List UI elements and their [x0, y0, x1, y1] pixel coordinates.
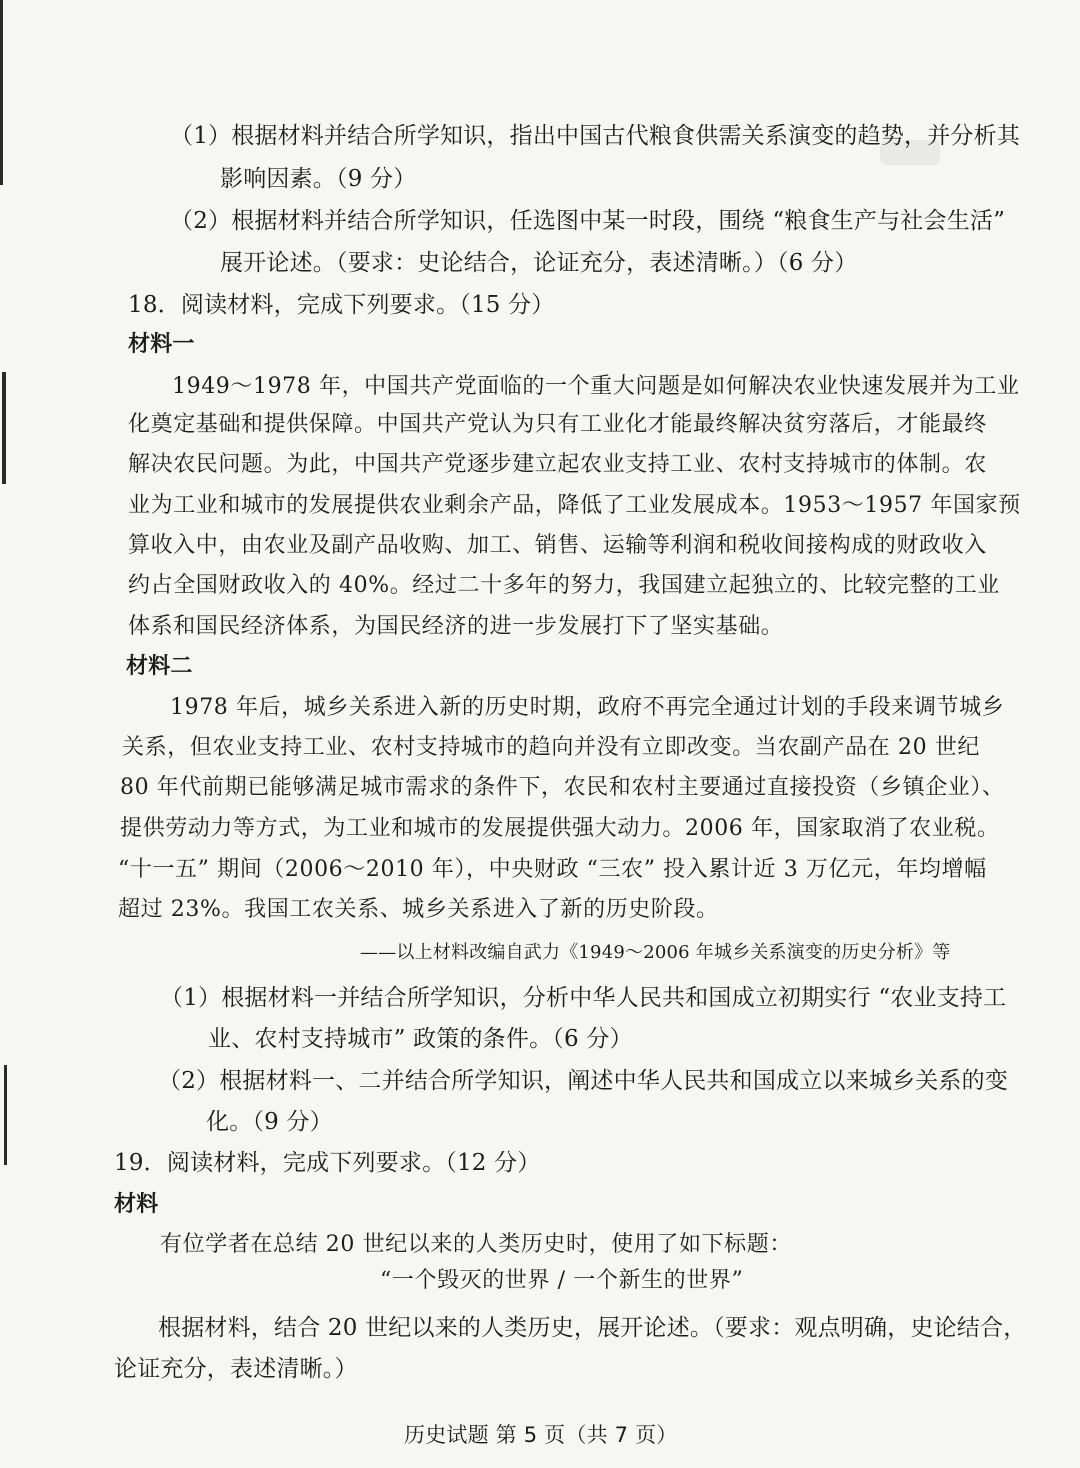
q19-quote: “一个毁灭的世界 / 一个新生的世界” [380, 1268, 744, 1293]
q19-material-line: 有位学者在总结 20 世纪以来的人类历史时，使用了如下标题： [160, 1232, 792, 1257]
q19-title: 19．阅读材料，完成下列要求。（12 分） [114, 1150, 541, 1176]
q19-task-line2: 论证充分，表述清晰。） [114, 1356, 358, 1382]
q18-sub1-line2: 业、农村支持城市” 政策的条件。（6 分） [208, 1026, 633, 1052]
q19-material-label: 材料 [114, 1192, 159, 1217]
q19-task-line1: 根据材料，结合 20 世纪以来的人类历史，展开论述。（要求：观点明确，史论结合， [158, 1315, 1027, 1341]
q18-material2-line: 80 年代前期已能够满足城市需求的条件下，农民和农村主要通过直接投资（乡镇企业）、 [120, 775, 1005, 800]
q17-sub1-line2: 影响因素。（9 分） [220, 166, 417, 192]
q18-material2-line: 提供劳动力等方式，为工业和城市的发展提供强大动力。2006 年，国家取消了农业税。 [120, 816, 1000, 841]
scan-edge-mark-middle [2, 372, 6, 484]
page-footer: 历史试题 第 5 页（共 7 页） [404, 1423, 678, 1447]
q17-sub1-line1: （1）根据材料并结合所学知识，指出中国古代粮食供需关系演变的趋势，并分析其 [170, 123, 1021, 149]
q18-material1-line: 约占全国财政收入的 40%。经过二十多年的努力，我国建立起独立的、比较完整的工业 [128, 573, 1000, 598]
q18-sub2-line2: 化。（9 分） [206, 1109, 333, 1135]
q18-title: 18．阅读材料，完成下列要求。（15 分） [128, 292, 555, 318]
q18-material1-line: 化奠定基础和提供保障。中国共产党认为只有工业化才能最终解决贫穷落后，才能最终 [128, 412, 987, 437]
q18-material2-label: 材料二 [126, 654, 193, 679]
q18-material2-line: “十一五” 期间（2006～2010 年），中央财政 “三农” 投入累计近 3 万亿元，年均增幅 [118, 857, 987, 882]
scan-edge-mark-bottom [4, 1065, 7, 1165]
q18-material1-line: 解决农民问题。为此，中国共产党逐步建立起农业支持工业、农村支持城市的体制。农 [128, 452, 987, 477]
q18-sub2-line1: （2）根据材料一、二并结合所学知识，阐述中华人民共和国成立以来城乡关系的变 [158, 1068, 1009, 1094]
q18-material2-line: 关系，但农业支持工业、农村支持城市的趋向并没有立即改变。当农副产品在 20 世纪 [122, 735, 980, 760]
q18-material1-label: 材料一 [128, 332, 195, 357]
q18-source-citation: ——以上材料改编自武力《1949～2006 年城乡关系演变的历史分析》等 [360, 942, 951, 963]
q17-sub2-line2: 展开论述。（要求：史论结合，论证充分，表述清晰。）（6 分） [220, 250, 858, 276]
scan-edge-mark-top [0, 0, 3, 185]
q18-material2-line: 超过 23%。我国工农关系、城乡关系进入了新的历史阶段。 [118, 897, 719, 922]
q18-material1-line: 1949～1978 年，中国共产党面临的一个重大问题是如何解决农业快速发展并为工业 [172, 374, 1020, 399]
q17-sub2-line1: （2）根据材料并结合所学知识，任选图中某一时段，围绕 “粮食生产与社会生活” [170, 208, 1006, 234]
q18-material1-line: 业为工业和城市的发展提供农业剩余产品，降低了工业发展成本。1953～1957 年国家预 [128, 493, 1021, 518]
q18-material2-line: 1978 年后，城乡关系进入新的历史时期，政府不再完全通过计划的手段来调节城乡 [170, 695, 1005, 720]
q18-material1-line: 体系和国民经济体系，为国民经济的进一步发展打下了坚实基础。 [128, 614, 784, 639]
q18-sub1-line1: （1）根据材料一并结合所学知识，分析中华人民共和国成立初期实行 “农业支持工 [160, 985, 1007, 1011]
q18-material1-line: 算收入中，由农业及副产品收购、加工、销售、运输等利润和税收间接构成的财政收入 [128, 533, 987, 558]
